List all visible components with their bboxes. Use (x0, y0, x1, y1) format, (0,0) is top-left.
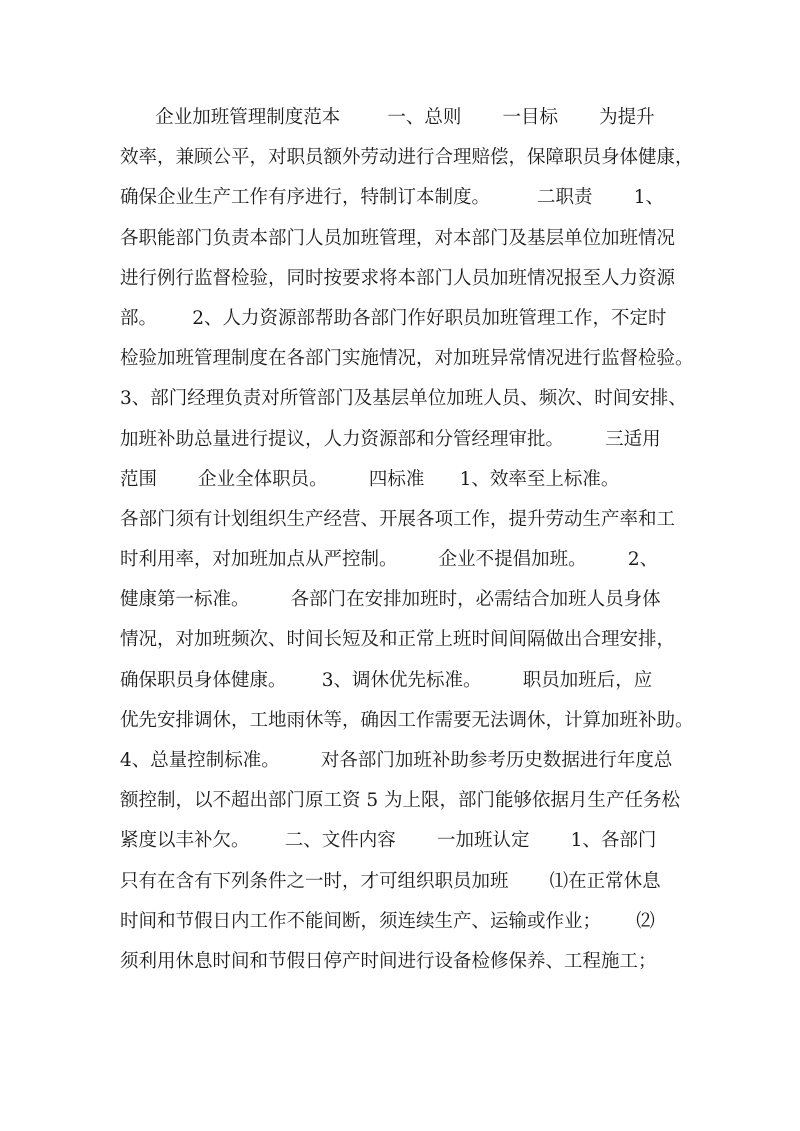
text-line: 时利用率，对加班加点从严控制。 企业不提倡加班。 2、 (120, 549, 659, 571)
text-line: 时间和节假日内工作不能间断，须连续生产、运输或作业； ⑵ (120, 910, 655, 932)
text-line: 检验加班管理制度在各部门实施情况，对加班异常情况进行监督检验。 (120, 348, 694, 370)
text-line: 只有在含有下列条件之一时，才可组织职员加班 ⑴在正常休息 (120, 870, 661, 892)
text-line: 范围 企业全体职员。 四标准 1、效率至上标准。 (120, 468, 620, 490)
text-line: 情况，对加班频次、时间长短及和正常上班时间间隔做出合理安排， (120, 629, 676, 651)
text-line: 额控制，以不超出部门原工资 5 为上限，部门能够依据月生产任务松 (120, 790, 681, 812)
text-line: 进行例行监督检验，同时按要求将本部门人员加班情况报至人力资源 (120, 267, 676, 289)
text-line: 部。 2、人力资源部帮助各部门作好职员加班管理工作，不定时 (120, 307, 667, 329)
text-line: 各部门须有计划组织生产经营、开展各项工作，提升劳动生产率和工 (120, 508, 676, 530)
document-body (120, 98, 694, 982)
text-line: 健康第一标准。 各部门在安排加班时，必需结合加班人员身体 (120, 589, 661, 611)
text-line: 确保企业生产工作有序进行，特制订本制度。 二职责 1、 (120, 187, 664, 209)
text-line: 紧度以丰补欠。 二、文件内容 一加班认定 1、各部门 (120, 830, 657, 852)
text-line: 须利用休息时间和节假日停产时间进行设备检修保养、工程施工； (120, 950, 657, 972)
text-line: 企业加班管理制度范本 一、总则 一目标 为提升 (120, 107, 655, 128)
text-line: 3、部门经理负责对所管部门及基层单位加班人员、频次、时间安排、 (120, 388, 687, 410)
text-line: 效率，兼顾公平，对职员额外劳动进行合理赔偿，保障职员身体健康， (120, 147, 694, 169)
text-line: 优先安排调休，工地雨休等，确因工作需要无法调休，计算加班补助。 (120, 709, 694, 731)
text-line: 4、总量控制标准。 对各部门加班补助参考历史数据进行年度总 (120, 750, 673, 771)
text-line: 各职能部门负责本部门人员加班管理，对本部门及基层单位加班情况 (120, 227, 676, 249)
text-line: 确保职员身体健康。 3、调休优先标准。 职员加班后，应 (120, 669, 653, 691)
text-line: 加班补助总量进行提议，人力资源部和分管经理审批。 三适用 (120, 428, 661, 450)
